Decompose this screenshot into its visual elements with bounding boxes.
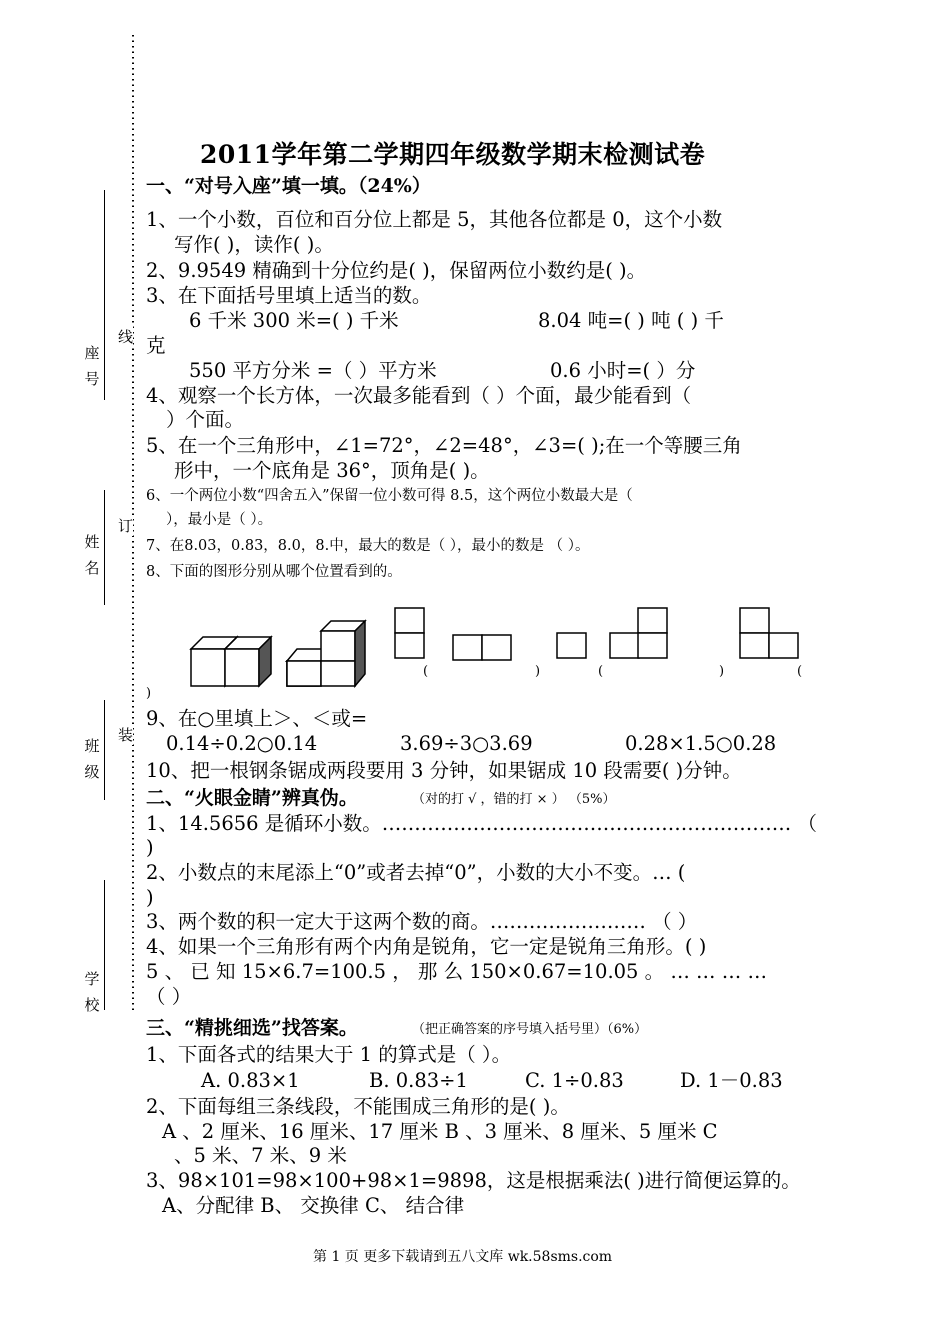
question-5-line2: 形中，一个底角是 36°，顶角是( )。 — [174, 459, 490, 482]
name-blank[interactable] — [104, 490, 105, 605]
tf-question-2-wrap: ) — [146, 886, 154, 909]
mc-question-1-option-b: B. 0.83÷1 — [369, 1069, 468, 1092]
tf-question-1: 1、14.5656 是循环小数。……………………………………………………… （ — [146, 812, 817, 835]
cut-label-line: 线 — [118, 328, 134, 346]
cut-label-staple: 订 — [118, 517, 134, 535]
mc-question-2-options-wrap: 、5 米、7 米、9 米 — [174, 1144, 347, 1167]
question-1-line1: 1、一个小数，百位和百分位上都是 5，其他各位都是 0，这个小数 — [146, 208, 723, 231]
section3-heading: 三、“精挑细选”找答案。 — [146, 1017, 358, 1039]
q8-paren-1: ( — [423, 664, 429, 679]
q8-paren-wrap: ) — [146, 686, 152, 701]
question-8: 8、下面的图形分别从哪个位置看到的。 — [146, 564, 402, 580]
view-single — [557, 633, 586, 658]
question-6-line2: ），最小是（ ）。 — [166, 512, 273, 528]
question-3a: 6 千米 300 米=( ) 千米 — [189, 309, 399, 332]
tf-question-5-wrap: （ ） — [146, 985, 192, 1008]
question-9a: 0.14÷0.2○0.14 — [166, 732, 318, 755]
question-7: 7、在8.03，0.83，8.0，8.中，最大的数是（ ），最小的数是 （ ）。 — [146, 538, 590, 554]
question-4-line1: 4、观察一个长方体，一次最多能看到（ ）个面，最少能看到（ — [146, 384, 692, 407]
view-l-left — [740, 608, 798, 658]
cut-label-bind: 装 — [118, 726, 134, 744]
school-label: 学校 — [84, 970, 100, 1014]
section1-heading: 一、“对号入座”填一填。（24%） — [146, 175, 431, 197]
cube-figure-three — [287, 621, 365, 686]
page-title: 2011学年第二学期四年级数学期末检测试卷 — [200, 140, 706, 169]
mc-question-1-option-a: A. 0.83×1 — [201, 1069, 300, 1092]
tf-question-3: 3、两个数的积一定大于这两个数的商。…………………… （ ） — [146, 910, 698, 933]
question-8-figures — [185, 600, 805, 695]
question-1-line2: 写作( )，读作( )。 — [174, 233, 334, 256]
seat-number-blank[interactable] — [104, 190, 105, 400]
question-2: 2、9.9549 精确到十分位约是( )，保留两位小数约是( )。 — [146, 259, 647, 282]
mc-question-3-options: A、分配律 B、 交换律 C、 结合律 — [162, 1194, 465, 1217]
mc-question-2: 2、下面每组三条线段，不能围成三角形的是( )。 — [146, 1095, 570, 1118]
question-9c: 0.28×1.5○0.28 — [625, 732, 777, 755]
q8-paren-2: ) — [535, 664, 541, 679]
q8-paren-4: ) — [719, 664, 725, 679]
question-3b: 8.04 吨=( ) 吨 ( ) 千 — [538, 309, 724, 332]
school-blank[interactable] — [104, 880, 105, 1010]
question-6-line1: 6、一个两位小数“四舍五入”保留一位小数可得 8.5，这个两位小数最大是（ — [146, 488, 633, 504]
view-l-right — [610, 608, 667, 658]
tf-question-1-wrap: ) — [146, 836, 154, 859]
class-blank[interactable] — [104, 700, 105, 800]
mc-question-1: 1、下面各式的结果大于 1 的算式是（ ）。 — [146, 1043, 512, 1066]
view-vertical-two — [395, 608, 424, 658]
view-horizontal-two — [453, 635, 511, 660]
question-3d: 0.6 小时=( ）分 — [550, 359, 696, 382]
mc-question-2-options: A 、2 厘米、16 厘米、17 厘米 B 、3 厘米、8 厘米、5 厘米 C — [162, 1120, 718, 1143]
class-label: 班级 — [84, 737, 100, 781]
section3-note: （把正确答案的序号填入括号里）（6%） — [412, 1022, 648, 1037]
question-5-line1: 5、在一个三角形中，∠1=72°，∠2=48°，∠3=( );在一个等腰三角 — [146, 434, 742, 457]
mc-question-1-option-d: D. 1－0.83 — [680, 1069, 783, 1092]
question-3: 3、在下面括号里填上适当的数。 — [146, 284, 432, 307]
tf-question-2: 2、小数点的末尾添上“0”或者去掉“0”，小数的大小不变。… ( — [146, 861, 686, 884]
question-3c: 550 平方分米 =（ ）平方米 — [189, 359, 437, 382]
tf-question-5: 5 、 已 知 15×6.7=100.5 ， 那 么 150×0.67=10.05 。 … … … … — [146, 960, 767, 983]
cube-figure-two — [191, 637, 271, 686]
tf-question-4: 4、如果一个三角形有两个内角是锐角，它一定是锐角三角形。( ) — [146, 935, 707, 958]
question-3b-wrap: 克 — [146, 334, 166, 357]
question-10: 10、把一根钢条锯成两段要用 3 分钟，如果锯成 10 段需要( )分钟。 — [146, 759, 742, 782]
q8-paren-3: ( — [598, 664, 604, 679]
mc-question-1-option-c: C. 1÷0.83 — [525, 1069, 624, 1092]
question-9: 9、在○里填上＞、＜或= — [146, 707, 368, 730]
section2-heading: 二、“火眼金睛”辨真伪。 — [146, 787, 358, 809]
seat-number-label: 座号 — [84, 344, 100, 388]
question-9b: 3.69÷3○3.69 — [400, 732, 533, 755]
mc-question-3: 3、98×101=98×100+98×1=9898，这是根据乘法( )进行简便运算的。 — [146, 1169, 801, 1192]
question-4-line2: ）个面。 — [166, 408, 245, 431]
q8-paren-5: ( — [797, 664, 803, 679]
page-footer: 第 1 页 更多下载请到五八文库 wk.58sms.com — [313, 1249, 613, 1265]
section2-note: （对的打 √ ，错的打 × ） （5%） — [412, 792, 616, 807]
name-label: 姓名 — [84, 533, 100, 577]
